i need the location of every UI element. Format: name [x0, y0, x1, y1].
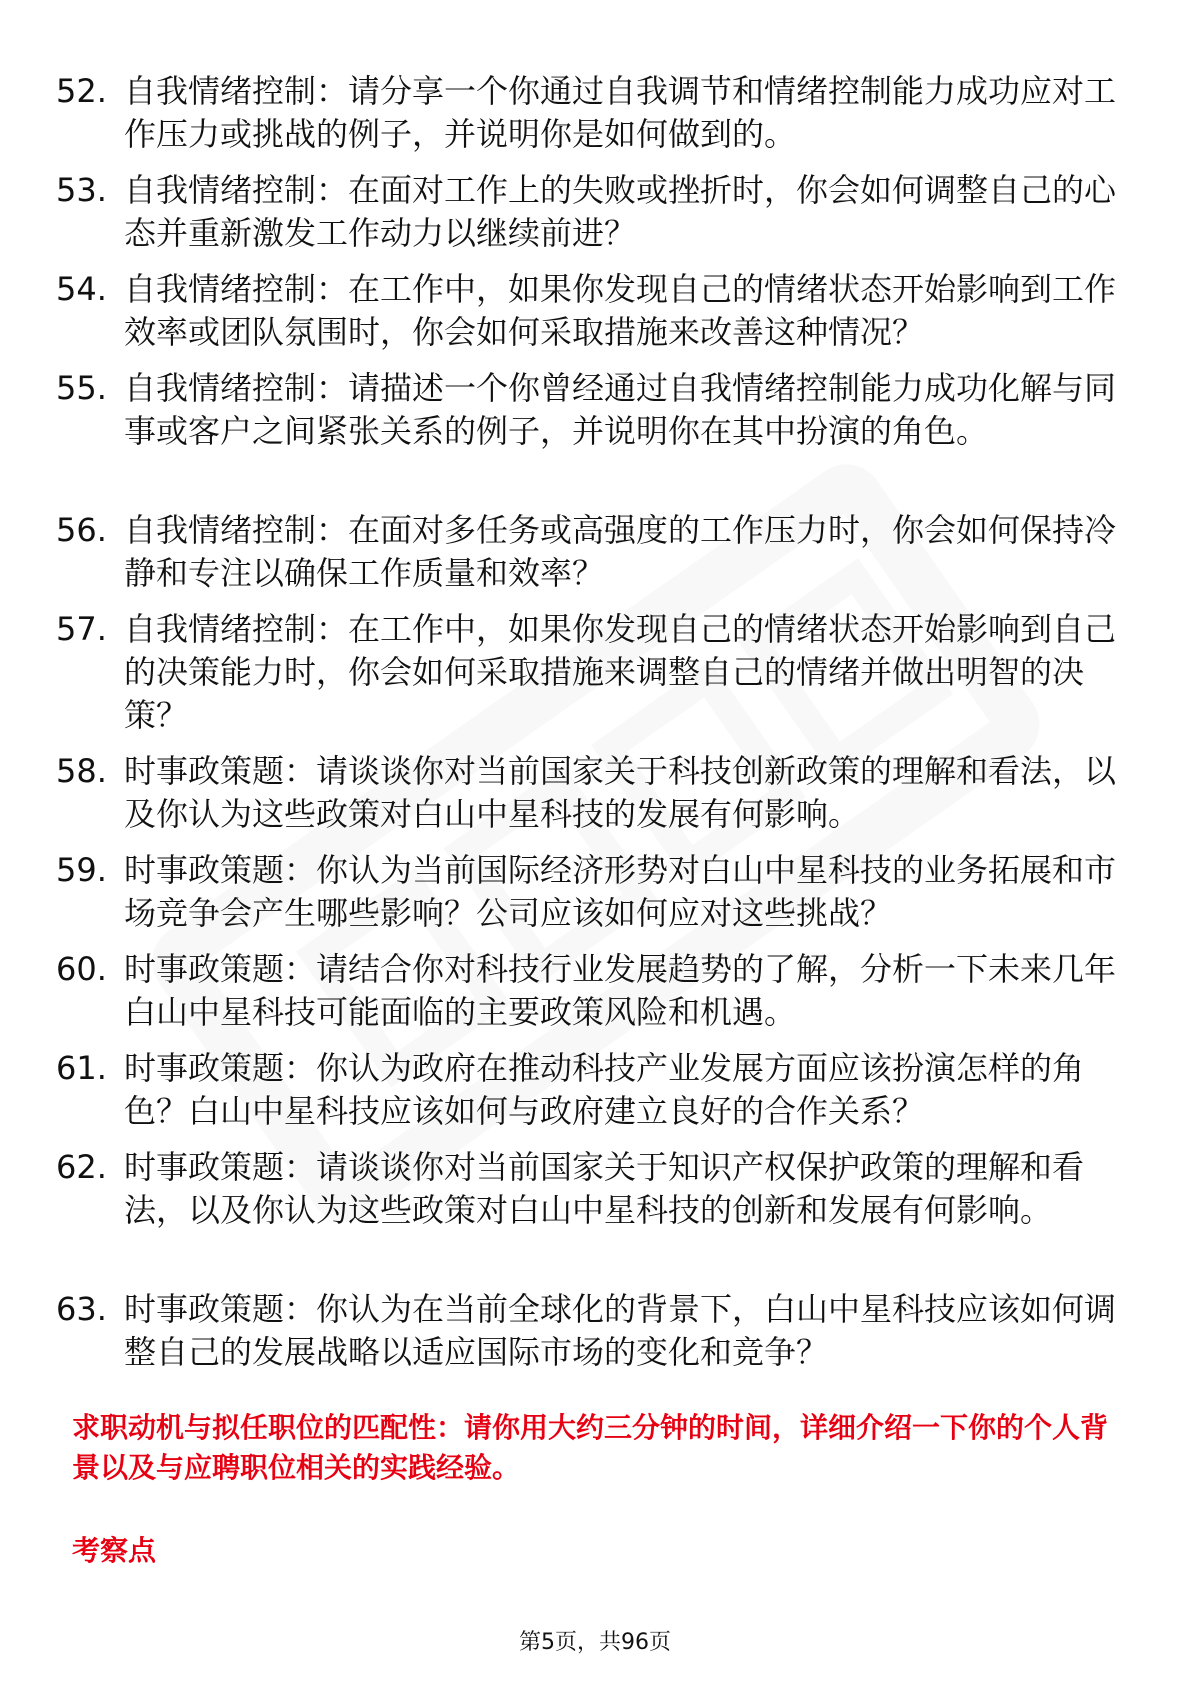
question-text: 时事政策题：你认为在当前全球化的背景下，白山中星科技应该如何调整自己的发展战略以适应国际市场的变化和竞争？ — [124, 1290, 1117, 1371]
question-text: 时事政策题：你认为政府在推动科技产业发展方面应该扮演怎样的角色？白山中星科技应该如何与政府建立良好的合作关系？ — [124, 1049, 1085, 1130]
section-body: 请你用大约三分钟的时间，详细介绍一下你的个人背景以及与应聘职位相关的实践经验。 — [72, 1411, 1109, 1484]
question-number: 52. — [56, 72, 107, 110]
question-text: 自我情绪控制：请描述一个你曾经通过自我情绪控制能力成功化解与同事或客户之间紧张关系的例子，并说明你在其中扮演的角色。 — [124, 369, 1117, 450]
question-item-54 — [56, 268, 1126, 354]
question-text: 时事政策题：请谈谈你对当前国家关于科技创新政策的理解和看法，以及你认为这些政策对白山中星科技的发展有何影响。 — [124, 752, 1117, 833]
question-number: 56. — [56, 511, 107, 549]
question-item-59 — [56, 849, 1126, 935]
question-item-56 — [56, 509, 1126, 595]
question-number: 59. — [56, 851, 107, 889]
question-item-60 — [56, 948, 1126, 1034]
question-item-63 — [56, 1288, 1126, 1374]
question-number: 60. — [56, 950, 107, 988]
question-text: 自我情绪控制：在工作中，如果你发现自己的情绪状态开始影响到自己的决策能力时，你会如何采取措施来调整自己的情绪并做出明智的决策？ — [124, 610, 1117, 734]
question-number: 55. — [56, 369, 107, 407]
section-heading — [72, 1408, 1117, 1488]
question-item-55 — [56, 367, 1126, 496]
question-text: 自我情绪控制：在面对工作上的失败或挫折时，你会如何调整自己的心态并重新激发工作动力以继续前进？ — [124, 171, 1117, 252]
question-item-57 — [56, 608, 1126, 737]
question-number: 54. — [56, 270, 107, 308]
section-lead: 求职动机与拟任职位的匹配性： — [72, 1411, 465, 1444]
question-item-58 — [56, 750, 1126, 836]
question-number: 58. — [56, 752, 107, 790]
question-text: 时事政策题：请谈谈你对当前国家关于知识产权保护政策的理解和看法，以及你认为这些政策对白山中星科技的创新和发展有何影响。 — [124, 1148, 1085, 1229]
question-item-61 — [56, 1047, 1126, 1133]
question-number: 53. — [56, 171, 107, 209]
question-item-53 — [56, 169, 1126, 255]
question-text: 时事政策题：请结合你对科技行业发展趋势的了解，分析一下未来几年白山中星科技可能面临的主要政策风险和机遇。 — [124, 950, 1117, 1031]
question-text: 自我情绪控制：请分享一个你通过自我调节和情绪控制能力成功应对工作压力或挑战的例子，并说明你是如何做到的。 — [124, 72, 1117, 153]
page-footer: 第5页，共96页 — [519, 1630, 671, 1655]
question-text: 时事政策题：你认为当前国际经济形势对白山中星科技的业务拓展和市场竞争会产生哪些影响？公司应该如何应对这些挑战？ — [124, 851, 1117, 932]
question-item-52 — [56, 70, 1126, 156]
assessment-point-label: 考察点 — [72, 1534, 157, 1567]
question-text: 自我情绪控制：在工作中，如果你发现自己的情绪状态开始影响到工作效率或团队氛围时，你会如何采取措施来改善这种情况？ — [124, 270, 1117, 351]
question-item-62 — [56, 1146, 1126, 1275]
question-number: 61. — [56, 1049, 107, 1087]
question-text: 自我情绪控制：在面对多任务或高强度的工作压力时，你会如何保持冷静和专注以确保工作质量和效率？ — [124, 511, 1117, 592]
question-number: 62. — [56, 1148, 107, 1186]
question-number: 63. — [56, 1290, 107, 1328]
question-number: 57. — [56, 610, 107, 648]
question-list — [56, 70, 1126, 1387]
